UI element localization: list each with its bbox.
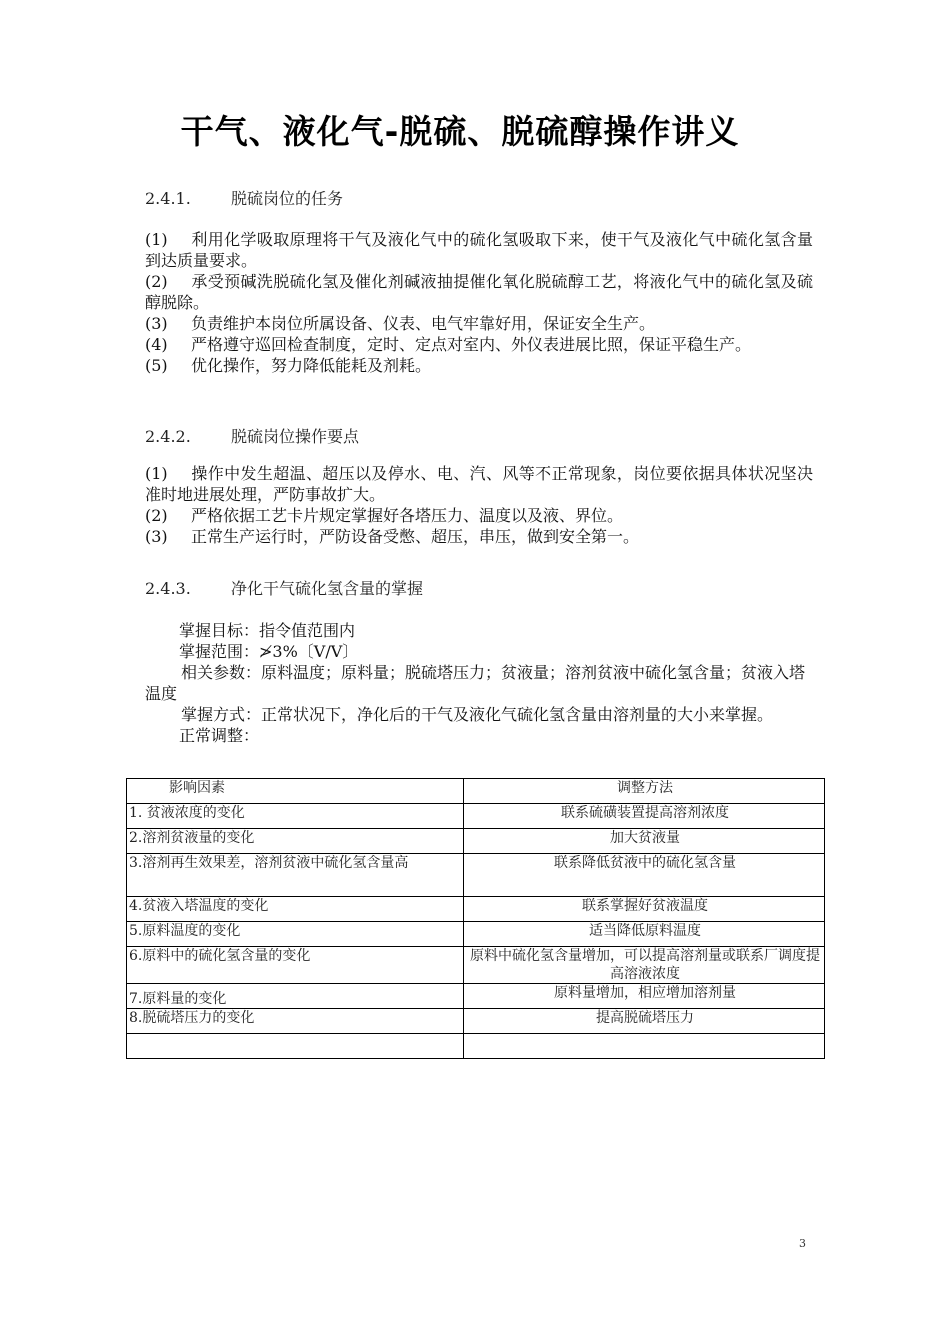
table-row: 7.原料量的变化 原料量增加，相应增加溶剂量 [127,984,825,1009]
page-number: 3 [799,1237,806,1250]
table-row: 4.贫液入塔温度的变化 联系掌握好贫液温度 [127,897,825,922]
section-title: 脱硫岗位操作要点 [231,427,360,446]
table-row: 2.溶剂贫液量的变化 加大贫液量 [127,829,825,854]
table-header-row [127,779,825,804]
list-item: (3) 正常生产运行时，严防设备受憋、超压，串压，做到安全第一。 [145,527,640,546]
control-target: 掌握目标：指令值范围内 [179,621,356,640]
control-normal: 正常调整： [179,726,260,745]
list-item: (4) 严格遵守巡回检查制度，定时、定点对室内、外仪表进展比照，保证平稳生产。 [145,335,752,354]
list-item: (3) 负责维护本岗位所属设备、仪表、电气牢靠好用，保证安全生产。 [145,314,656,333]
table-row: 6.原料中的硫化氢含量的变化 原料中硫化氢含量增加，可以提高溶剂量或联系厂调度提高溶液浓度 [127,947,825,984]
section-number: 2.4.3. [145,579,191,598]
section-title: 净化干气硫化氢含量的掌握 [231,579,424,598]
control-range: 掌握范围：≯3%〔V/V〕 [179,642,359,661]
list-item: (5) 优化操作，努力降低能耗及剂耗。 [145,356,432,375]
section-heading-2-4-2 [145,424,359,447]
table-header-method: 调整方法 [464,779,825,804]
adjustment-table [126,778,825,1059]
section-heading-2-4-3 [145,576,423,599]
table-row: 5.原料温度的变化 适当降低原料温度 [127,922,825,947]
control-method: 掌握方式：正常状况下，净化后的干气及液化气硫化氢含量由溶剂量的大小来掌握。 [181,705,774,724]
document-title: 干气、液化气-脱硫、脱硫醇操作讲义 [180,112,740,151]
table-row: 3.溶剂再生效果差，溶剂贫液中硫化氢含量高 联系降低贫液中的硫化氢含量 [127,854,825,897]
list-item: (1) 操作中发生超温、超压以及停水、电、汽、风等不正常现象，岗位要依据具体状况坚决准时地进展处理，严防事故扩大。 [145,464,813,504]
list-item: (2) 严格依据工艺卡片规定掌握好各塔压力、温度以及液、界位。 [145,506,624,525]
section-title: 脱硫岗位的任务 [231,189,344,208]
control-params: 相关参数：原料温度；原料量；脱硫塔压力；贫液量；溶剂贫液中硫化氢含量；贫液入塔温度 [145,663,806,703]
section-number: 2.4.2. [145,427,191,446]
control-block [145,620,813,746]
table-row: 1. 贫液浓度的变化 联系硫磺装置提高溶剂浓度 [127,804,825,829]
task-list [145,229,813,376]
list-item: (2) 承受预碱洗脱硫化氢及催化剂碱液抽提催化氧化脱硫醇工艺，将液化气中的硫化氢及硫醇脱除。 [145,272,813,312]
table-header-factor: 影响因素 [127,779,464,804]
list-item: (1) 利用化学吸取原理将干气及液化气中的硫化氢吸取下来，使干气及液化气中硫化氢含量到达质量要求。 [145,230,813,270]
table-row [127,1034,825,1059]
section-number: 2.4.1. [145,189,191,208]
operation-points-list [145,463,813,547]
section-heading-2-4-1 [145,186,343,209]
table-row: 8.脱硫塔压力的变化 提高脱硫塔压力 [127,1009,825,1034]
